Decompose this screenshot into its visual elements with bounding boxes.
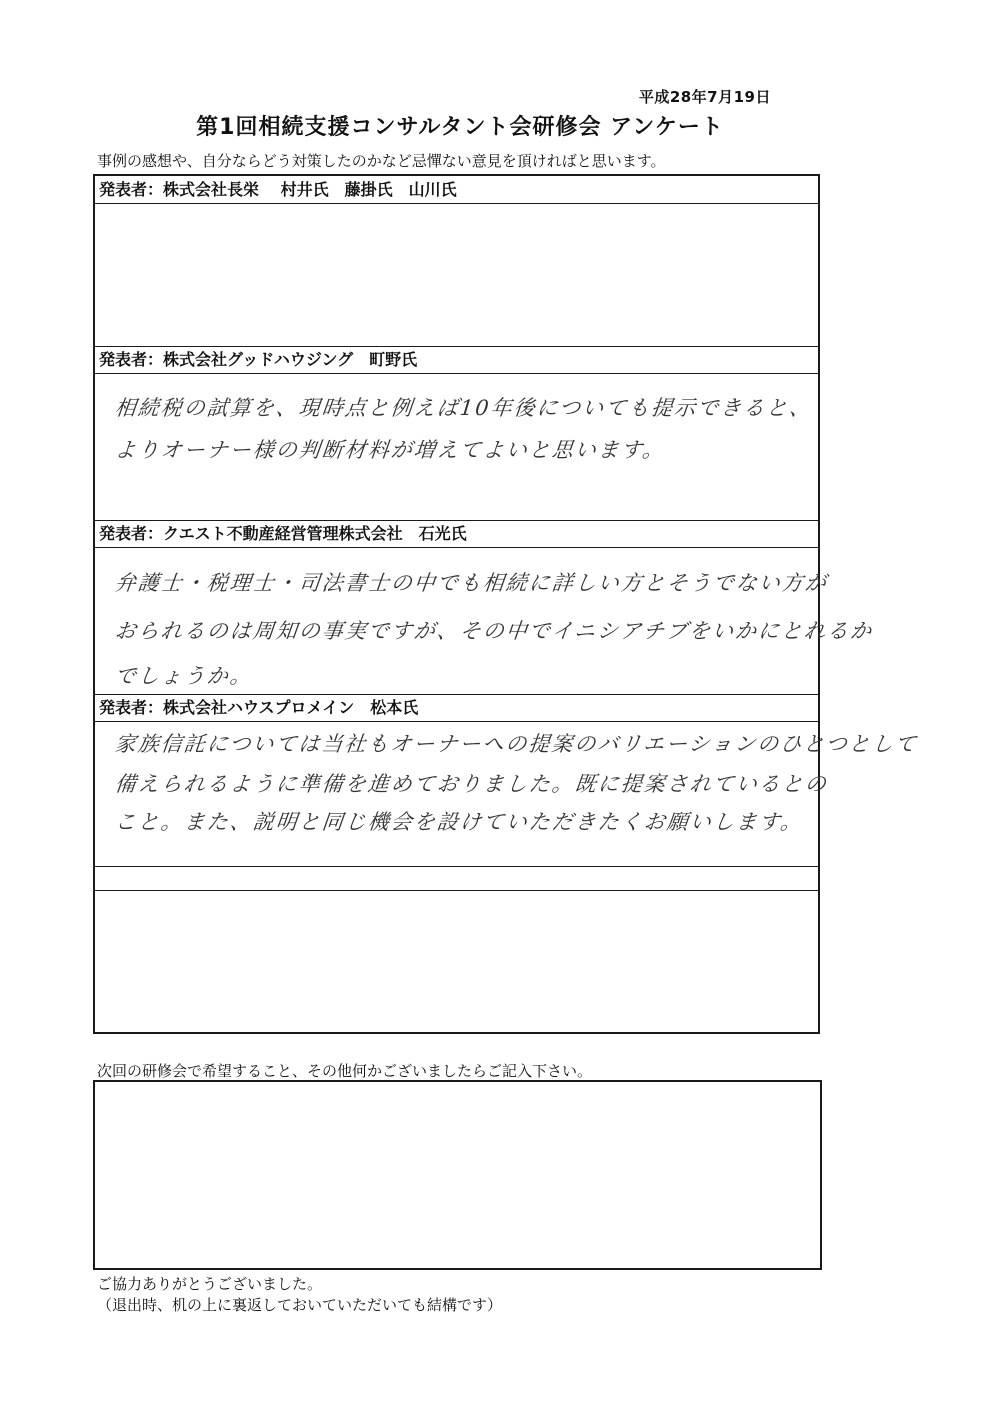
presenter-header-4: 発表者：株式会社ハウスプロメイン 松本氏 (95, 694, 818, 722)
presenter-header-2: 発表者：株式会社グッドハウジング 町野氏 (95, 346, 818, 374)
survey-date: 平成28年7月19日 (638, 88, 771, 106)
survey-table (93, 174, 920, 1034)
comment-line: でしょうか。 (113, 664, 255, 688)
comment-line: 備えられるように準備を進めておりました。既に提案されているとの (113, 772, 830, 796)
comment-line: こと。また、説明と同じ機会を設けていただきたくお願いします。 (113, 810, 805, 834)
comment-line: 家族信託については当社もオーナーへの提案のバリエーションのひとつとして (113, 732, 920, 756)
comment-line: おられるのは周知の事実ですが、その中でイニシアチブをいかにとれるか (113, 619, 875, 643)
section-divider (95, 866, 818, 867)
presenter-header-3: 発表者：クエスト不動産経営管理株式会社 石光氏 (95, 520, 818, 548)
next-session-prompt: 次回の研修会で希望すること、その他何かございましたらご記入下さい。 (97, 1062, 593, 1080)
comment-line: 弁護士・税理士・司法書士の中でも相続に詳しい方とそうでない方が (113, 571, 830, 595)
instruction-text: 事例の感想や、自分ならどう対策したのかなど忌憚ない意見を頂ければと思います。 (97, 152, 666, 170)
thanks-text: ご協力ありがとうございました。 (97, 1275, 323, 1293)
note-text: （退出時、机の上に裏返しておいていただいても結構です） (97, 1296, 503, 1314)
comment-line: よりオーナー様の判断材料が増えてよいと思います。 (113, 438, 667, 462)
page-title: 第1回相続支援コンサルタント会研修会 アンケート (196, 115, 724, 140)
section-divider (95, 890, 818, 891)
comment-line: 相続税の試算を、現時点と例えば10年後についても提示できると、 (113, 396, 814, 420)
next-session-answer-box[interactable] (93, 1080, 822, 1270)
presenter-header-1: 発表者：株式会社長栄 村井氏 藤掛氏 山川氏 (95, 176, 818, 204)
